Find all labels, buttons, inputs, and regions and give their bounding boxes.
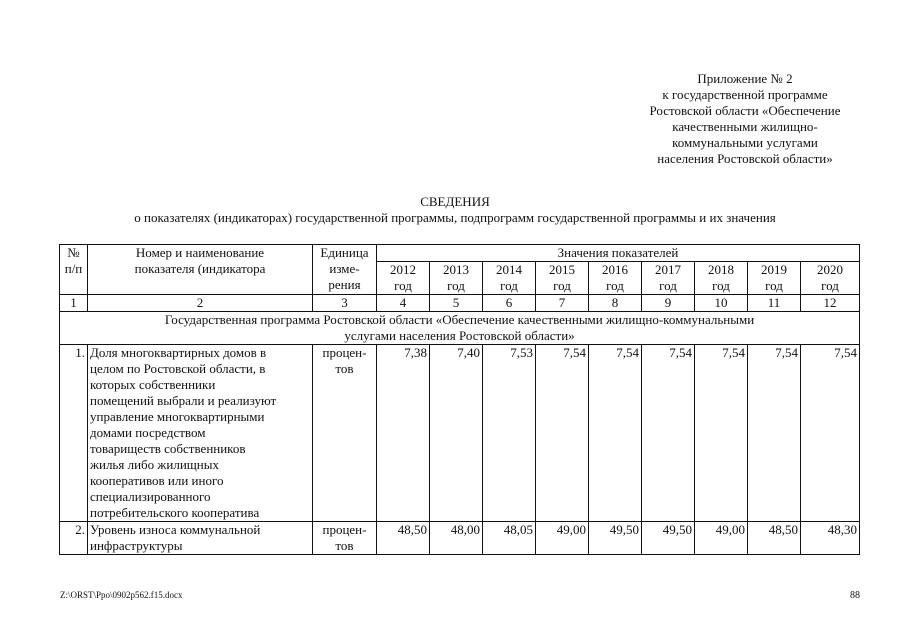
- year-label: 2017: [655, 262, 681, 277]
- table-row: [60, 522, 860, 555]
- section-title: [60, 312, 860, 345]
- column-number: 12: [801, 295, 860, 312]
- year-header: [536, 262, 589, 295]
- value-cell: 7,54: [695, 345, 748, 522]
- indicator-name: [88, 522, 313, 555]
- indicator-name-line: которых собственники: [90, 377, 216, 392]
- year-word: год: [712, 278, 730, 293]
- year-label: 2013: [443, 262, 469, 277]
- year-word: год: [659, 278, 677, 293]
- year-word: год: [821, 278, 839, 293]
- value-cell: 48,50: [748, 522, 801, 555]
- header-unit-cell: [313, 245, 377, 295]
- unit-line: тов: [335, 538, 354, 553]
- header-unit-label: рения: [328, 277, 361, 292]
- document-subtitle: о показателях (индикаторах) государственной программы, подпрограмм государственной программы и их значения: [134, 210, 776, 225]
- header-num-cell: [60, 245, 88, 295]
- row-number: 2.: [60, 522, 88, 555]
- document-title: СВЕДЕНИЯ: [420, 194, 490, 209]
- year-word: год: [765, 278, 783, 293]
- year-word: год: [394, 278, 412, 293]
- value-cell: 48,30: [801, 522, 860, 555]
- value-cell: 7,54: [801, 345, 860, 522]
- indicator-name-line: потребительского кооператива: [90, 505, 260, 520]
- header-values-label: Значения показателей: [377, 245, 860, 262]
- year-word: год: [553, 278, 571, 293]
- value-cell: 48,05: [483, 522, 536, 555]
- year-header: [695, 262, 748, 295]
- value-cell: 48,50: [377, 522, 430, 555]
- appendix-line: Ростовской области «Обеспечение: [649, 103, 841, 118]
- document-heading: [40, 194, 870, 226]
- value-cell: 7,40: [430, 345, 483, 522]
- year-label: 2014: [496, 262, 522, 277]
- row-number: 1.: [60, 345, 88, 522]
- column-number: 4: [377, 295, 430, 312]
- year-header: [589, 262, 642, 295]
- unit-line: тов: [335, 361, 354, 376]
- indicator-name-line: товариществ собственников: [90, 441, 246, 456]
- year-header: [377, 262, 430, 295]
- value-cell: 49,00: [536, 522, 589, 555]
- year-header: [748, 262, 801, 295]
- column-number: 6: [483, 295, 536, 312]
- year-label: 2018: [708, 262, 734, 277]
- unit-line: процен-: [322, 522, 367, 537]
- header-name-label: показателя (индикатора: [134, 261, 266, 276]
- year-header: [642, 262, 695, 295]
- year-label: 2012: [390, 262, 416, 277]
- indicator-name-line: кооперативов или иного: [90, 473, 224, 488]
- column-number: 9: [642, 295, 695, 312]
- appendix-line: качественными жилищно-: [672, 119, 818, 134]
- indicator-name-line: помещений выбрали и реализуют: [90, 393, 277, 408]
- year-word: год: [500, 278, 518, 293]
- value-cell: 49,00: [695, 522, 748, 555]
- appendix-block: [600, 71, 890, 167]
- value-cell: 7,38: [377, 345, 430, 522]
- value-cell: 49,50: [589, 522, 642, 555]
- year-label: 2016: [602, 262, 628, 277]
- table-header-row: [60, 245, 860, 262]
- indicator-name-line: специализированного: [90, 489, 211, 504]
- table-row: [60, 345, 860, 522]
- column-number: 8: [589, 295, 642, 312]
- unit-cell: [313, 522, 377, 555]
- year-word: год: [606, 278, 624, 293]
- value-cell: 49,50: [642, 522, 695, 555]
- value-cell: 7,54: [536, 345, 589, 522]
- appendix-line: Приложение № 2: [697, 71, 793, 86]
- column-number: 2: [88, 295, 313, 312]
- appendix-line: населения Ростовской области»: [657, 151, 833, 166]
- column-number: 11: [748, 295, 801, 312]
- year-label: 2019: [761, 262, 787, 277]
- year-label: 2020: [817, 262, 844, 277]
- indicator-name-line: управление многоквартирными: [90, 409, 265, 424]
- indicator-name-line: инфраструктуры: [90, 538, 183, 553]
- indicator-name-line: Уровень износа коммунальной: [90, 522, 261, 537]
- value-cell: 7,54: [589, 345, 642, 522]
- column-number: 3: [313, 295, 377, 312]
- section-title-line: Государственная программа Ростовской области «Обеспечение качественными жилищно-коммунальными: [164, 312, 755, 327]
- column-number: 7: [536, 295, 589, 312]
- indicator-name-line: жилья либо жилищных: [90, 457, 219, 472]
- value-cell: 7,53: [483, 345, 536, 522]
- indicators-table: [59, 244, 860, 555]
- unit-cell: [313, 345, 377, 522]
- year-header: [801, 262, 860, 295]
- indicator-name: [88, 345, 313, 522]
- year-header: [483, 262, 536, 295]
- value-cell: 7,54: [642, 345, 695, 522]
- column-number: 10: [695, 295, 748, 312]
- header-name-cell: [88, 245, 313, 295]
- page-number: 88: [850, 590, 860, 601]
- footer-file-path: Z:\ORST\Ppo\0902p562.f15.docx: [60, 590, 183, 600]
- value-cell: 7,54: [748, 345, 801, 522]
- appendix-line: к государственной программе: [662, 87, 828, 102]
- unit-line: процен-: [322, 345, 367, 360]
- column-numbers-row: [60, 295, 860, 312]
- column-number: 1: [60, 295, 88, 312]
- section-row: [60, 312, 860, 345]
- column-number: 5: [430, 295, 483, 312]
- header-num-label: №: [67, 245, 80, 260]
- year-word: год: [447, 278, 465, 293]
- header-unit-label: изме-: [329, 261, 360, 276]
- appendix-line: коммунальными услугами: [672, 135, 818, 150]
- year-label: 2015: [549, 262, 575, 277]
- header-unit-label: Единица: [320, 245, 369, 260]
- indicator-name-line: Доля многоквартирных домов в: [90, 345, 267, 360]
- header-name-label: Номер и наименование: [135, 245, 265, 260]
- indicator-name-line: целом по Ростовской области, в: [90, 361, 266, 376]
- value-cell: 48,00: [430, 522, 483, 555]
- year-header: [430, 262, 483, 295]
- header-num-label: п/п: [64, 261, 83, 276]
- section-title-line: услугами населения Ростовской области»: [344, 328, 575, 343]
- indicator-name-line: домами посредством: [90, 425, 206, 440]
